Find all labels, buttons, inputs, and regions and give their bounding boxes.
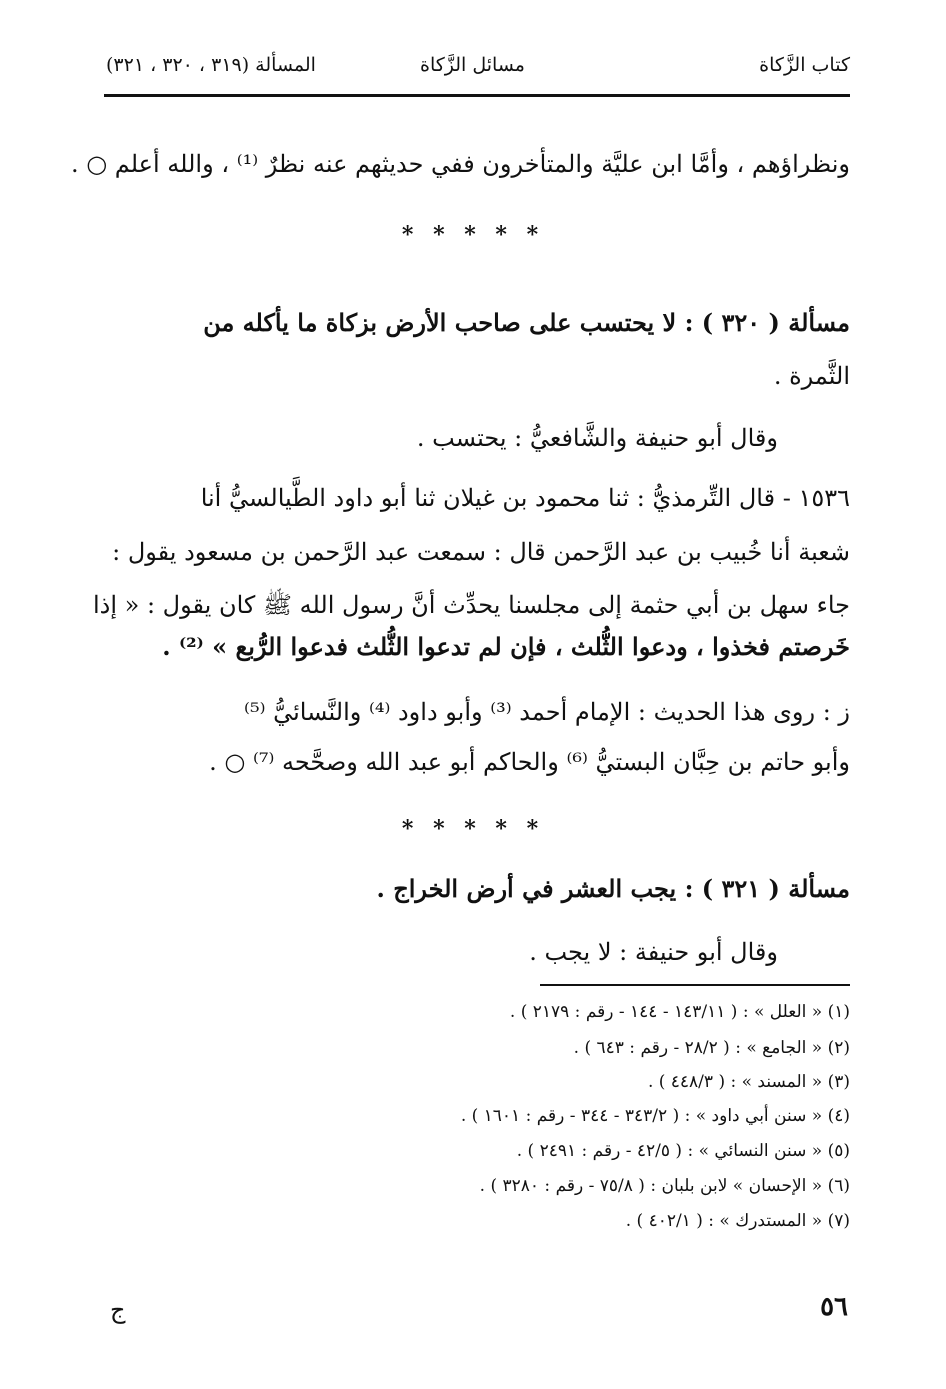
header-section-title: مسائل الزَّكاة — [420, 54, 525, 76]
footnote: (٦) « الإحسان » لابن بلبان : ( ٧٥/٨ - رقم : ٣٢٨٠ ) . — [479, 1176, 850, 1196]
signature-mark: ج — [110, 1296, 126, 1324]
footnote-rule — [540, 984, 850, 986]
footnote: (٢) « الجامع » : ( ٢٨/٢ - رقم : ٦٤٣ ) . — [573, 1038, 850, 1058]
issue-321-opinion: وقال أبو حنيفة : لا يجب . — [529, 938, 778, 966]
footnote: (٧) « المستدرك » : ( ٤٠٢/١ ) . — [625, 1211, 850, 1231]
section-separator: * * * * * — [401, 222, 545, 248]
issue-320-opinion: وقال أبو حنيفة والشَّافعيُّ : يحتسب . — [416, 424, 778, 452]
hadith-1536-line: جاء سهل بن أبي حثمة إلى مجلسنا يحدِّث أنَّ رسول الله ﷺ كان يقول : « إذا — [93, 591, 850, 619]
hadith-1536-line: شعبة أنا خُبيب بن عبد الرَّحمن قال : سمعت عبد الرَّحمن بن مسعود يقول : — [112, 538, 850, 566]
issue-320-continuation: الثَّمرة . — [773, 362, 850, 390]
hadith-1536-line: خَرصتم فخذوا ، ودعوا الثُّلث ، فإن لم تدعوا الثُّلث فدعوا الرُّبع » ⁽²⁾ . — [162, 632, 850, 661]
page-number: ٥٦ — [820, 1292, 848, 1322]
header-issue-numbers: المسألة (٣١٩ ، ٣٢٠ ، ٣٢١) — [106, 54, 316, 76]
issue-321-heading: مسألة ( ٣٢١ ) : يجب العشر في أرض الخراج . — [376, 874, 850, 903]
footnote: (٥) « سنن النسائي » : ( ٤٢/٥ - رقم : ٢٤٩١ ) . — [516, 1141, 850, 1161]
section-separator: * * * * * — [401, 816, 545, 842]
hadith-1536-line: ١٥٣٦ - قال التِّرمذيُّ : ثنا محمود بن غيلان ثنا أبو داود الطَّيالسيُّ أنا — [200, 484, 850, 512]
issue-320-heading: مسألة ( ٣٢٠ ) : لا يحتسب على صاحب الأرض بزكاة ما يأكله من — [203, 308, 850, 337]
body-line: ونظراؤهم ، وأمَّا ابن عليَّة والمتأخرون ففي حديثهم عنه نظرٌ ⁽¹⁾ ، والله أعلم ○ . — [70, 150, 850, 178]
footnote: (٣) « المسند » : ( ٤٤٨/٣ ) . — [647, 1072, 850, 1092]
footnote: (١) « العلل » : ( ١٤٣/١١ - ١٤٤ - رقم : ٢١٧٩ ) . — [509, 1002, 850, 1022]
header-rule — [104, 94, 850, 97]
footnote: (٤) « سنن أبي داود » : ( ٣٤٣/٢ - ٣٤٤ - رقم : ١٦٠١ ) . — [460, 1106, 850, 1126]
takhrij-line: ز : روى هذا الحديث : الإمام أحمد ⁽³⁾ وأبو داود ⁽⁴⁾ والنَّسائيُّ ⁽⁵⁾ — [244, 698, 850, 726]
header-book-title: كتاب الزَّكاة — [759, 54, 850, 76]
takhrij-line: وأبو حاتم بن حِبَّان البستيُّ ⁽⁶⁾ والحاكم أبو عبد الله وصحَّحه ⁽⁷⁾ ○ . — [209, 748, 850, 776]
